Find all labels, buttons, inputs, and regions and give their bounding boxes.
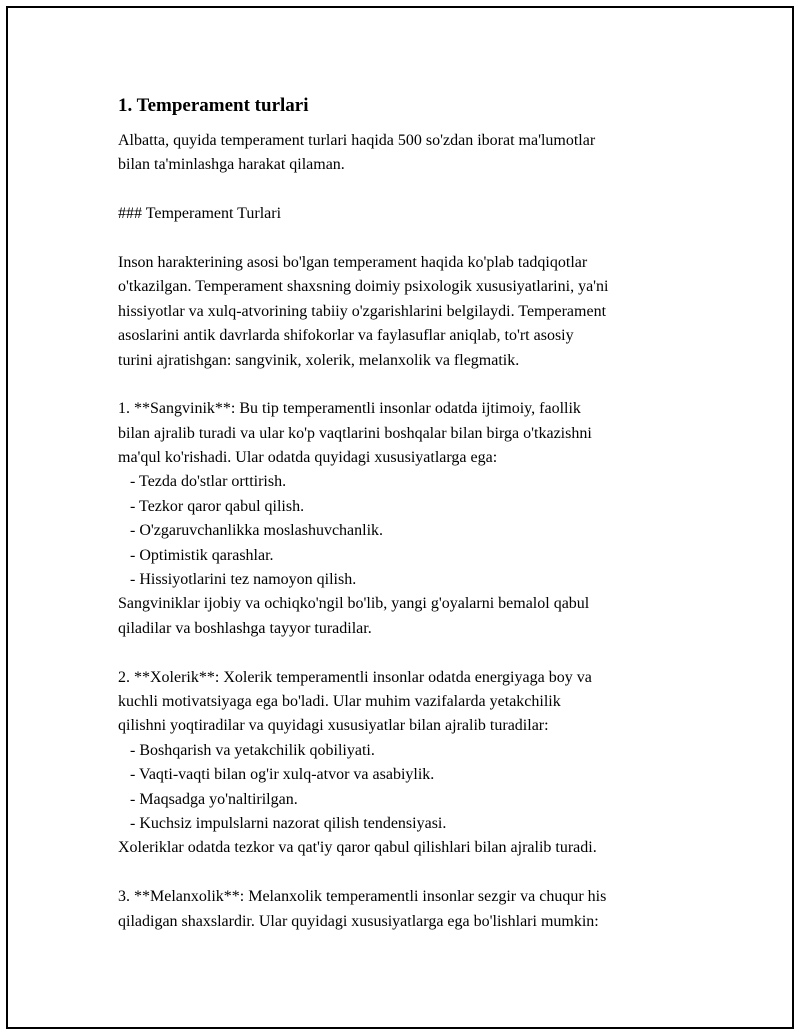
text-line: ### Temperament Turlari <box>118 205 282 223</box>
text-line: 3. **Melanxolik**: Melanxolik temperamentli insonlar sezgir va chuqur his <box>118 888 607 906</box>
text-line: - O'zgaruvchanlikka moslashuvchanlik. <box>118 522 384 540</box>
blank-line <box>118 641 698 665</box>
document-body <box>118 93 698 934</box>
text-line: qiladigan shaxslardir. Ular quyidagi xususiyatlarga ega bo'lishlari mumkin: <box>118 912 599 930</box>
text-line: 1. **Sangvinik**: Bu tip temperamentli insonlar odatda ijtimoiy, faollik <box>118 400 581 418</box>
text-line: 2. **Xolerik**: Xolerik temperamentli insonlar odatda energiyaga boy va <box>118 668 592 686</box>
document-title: 1. Temperament turlari <box>118 95 309 116</box>
text-line: Albatta, quyida temperament turlari haqida 500 so'zdan iborat ma'lumotlar <box>118 132 596 149</box>
text-line: bilan ajralib turadi va ular ko'p vaqtlarini boshqalar bilan birga o'tkazishni <box>118 424 592 442</box>
text-line: o'tkazilgan. Temperament shaxsning doimiy psixologik xususiyatlarini, ya'ni <box>118 278 609 296</box>
blank-line <box>118 227 698 251</box>
text-line: - Hissiyotlarini tez namoyon qilish. <box>118 571 357 589</box>
text-line: - Boshqarish va yetakchilik qobiliyati. <box>118 741 375 759</box>
text-line: - Maqsadga yo'naltirilgan. <box>118 790 298 808</box>
text-line: - Kuchsiz impulslarni nazorat qilish tendensiyasi. <box>118 814 447 832</box>
text-line: kuchli motivatsiyaga ega bo'ladi. Ular muhim vazifalarda yetakchilik <box>118 692 561 710</box>
text-line: - Tezda do'stlar orttirish. <box>118 473 287 491</box>
blank-line <box>118 861 698 885</box>
text-line: - Vaqti-vaqti bilan og'ir xulq-atvor va asabiylik. <box>118 766 435 784</box>
text-line: hissiyotlar va xulq-atvorining tabiiy o'zgarishlarini belgilaydi. Temperament <box>118 302 607 320</box>
document-text <box>118 129 698 934</box>
text-line: qiladilar va boshlashga tayyor turadilar. <box>118 619 372 637</box>
text-line: bilan ta'minlashga harakat qilaman. <box>118 156 345 174</box>
text-line: - Tezkor qaror qabul qilish. <box>118 497 305 515</box>
text-line: turini ajratishgan: sangvinik, xolerik, melanxolik va flegmatik. <box>118 351 520 369</box>
text-line: qilishni yoqtiradilar va quyidagi xususiyatlar bilan ajralib turadilar: <box>118 717 549 735</box>
text-line: Xoleriklar odatda tezkor va qat'iy qaror qabul qilishlari bilan ajralib turadi. <box>118 839 597 857</box>
text-line: - Optimistik qarashlar. <box>118 546 274 564</box>
text-line: Sangviniklar ijobiy va ochiqko'ngil bo'lib, yangi g'oyalarni bemalol qabul <box>118 595 590 613</box>
text-line: Inson harakterining asosi bo'lgan temperament haqida ko'plab tadqiqotlar <box>118 253 588 271</box>
text-line: ma'qul ko'rishadi. Ular odatda quyidagi xususiyatlarga ega: <box>118 449 498 467</box>
blank-line <box>118 178 698 202</box>
blank-line <box>118 373 698 397</box>
text-line: asoslarini antik davrlarda shifokorlar va faylasuflar aniqlab, to'rt asosiy <box>118 327 574 345</box>
